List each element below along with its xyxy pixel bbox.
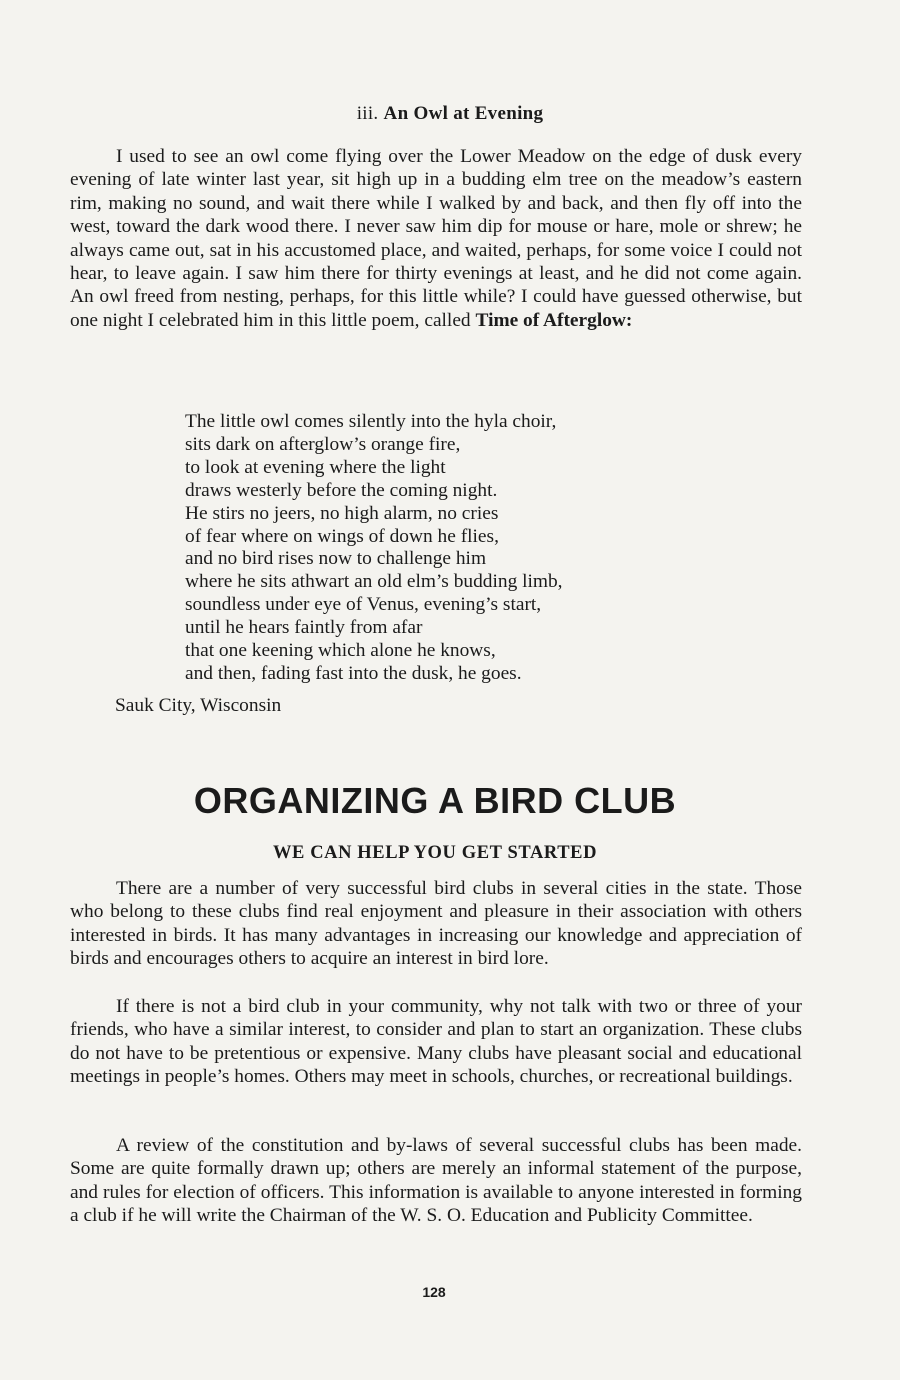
poem-line: until he hears faintly from afar <box>185 617 423 639</box>
poem-line: and no bird rises now to challenge him <box>185 548 487 570</box>
paragraph-text: There are a number of very successful bird clubs in several cities in the state. Those who belong to these clubs find real enjoyment and pleasure in their association with others interested in birds. It has many advantages in increasing our knowledge and appreciation of birds and encourages others to acquire an interest in bird lore. <box>70 878 802 970</box>
poem-title: Time of Afterglow: <box>475 309 633 331</box>
article-title: ORGANIZING A BIRD CLUB <box>193 780 677 821</box>
section-number: iii. <box>356 103 379 124</box>
poem-line: sits dark on afterglow’s orange fire, <box>185 433 461 455</box>
poem-line: and then, fading fast into the dusk, he goes. <box>185 662 522 684</box>
page-number: 128 <box>422 1284 446 1300</box>
section-heading <box>0 103 900 125</box>
body-paragraph <box>70 877 802 971</box>
section-title: An Owl at Evening <box>383 103 544 124</box>
poem-line: to look at evening where the light <box>185 456 446 478</box>
poem-line: draws westerly before the coming night. <box>185 479 498 501</box>
poem-line: of fear where on wings of down he flies, <box>185 525 499 547</box>
intro-paragraph <box>70 145 802 332</box>
body-paragraph <box>70 995 802 1089</box>
paragraph-text: A review of the constitution and by-laws of several successful clubs has been made. Some are quite formally drawn up; others are merely an informal statement of the purpose, and rules for election of officers. This information is available to anyone interested in forming a club if he will write the Chairman of the W. S. O. Education and Publicity Committee. <box>70 1135 802 1227</box>
poem-line: where he sits athwart an old elm’s budding limb, <box>185 571 563 593</box>
intro-text: I used to see an owl come flying over the Lower Meadow on the edge of dusk every evening of late winter last year, sit high up in a budding elm tree on the meadow’s eastern rim, making no sound, and wait there while I walked by and back, and then fly off into the west, toward the dark wood there. I never saw him dip for mouse or hare, mole or shrew; he always came out, sat in his accustomed place, and waited, perhaps, for some voice I could not hear, to leave again. I saw him there for thirty evenings at least, and he did not come again. An owl freed from nesting, perhaps, for this little while? I could have guessed otherwise, but one night I celebrated him in this little poem, called <box>70 146 802 331</box>
poem <box>185 411 563 686</box>
paragraph-text: If there is not a bird club in your community, why not talk with two or three of your friends, who have a similar interest, to consider and plan to start an organization. These clubs do not have to be pretentious or expensive. Many clubs have pleasant social and educational meetings in people’s homes. Others may meet in schools, churches, or recreational buildings. <box>70 996 802 1088</box>
poem-line: soundless under eye of Venus, evening’s start, <box>185 594 542 616</box>
place-signature: Sauk City, Wisconsin <box>115 695 282 716</box>
poem-line: He stirs no jeers, no high alarm, no cries <box>185 502 499 524</box>
article-subtitle: WE CAN HELP YOU GET STARTED <box>272 843 598 863</box>
poem-line: The little owl comes silently into the hyla choir, <box>185 411 557 432</box>
poem-line: that one keening which alone he knows, <box>185 640 496 662</box>
body-paragraph <box>70 1134 802 1228</box>
